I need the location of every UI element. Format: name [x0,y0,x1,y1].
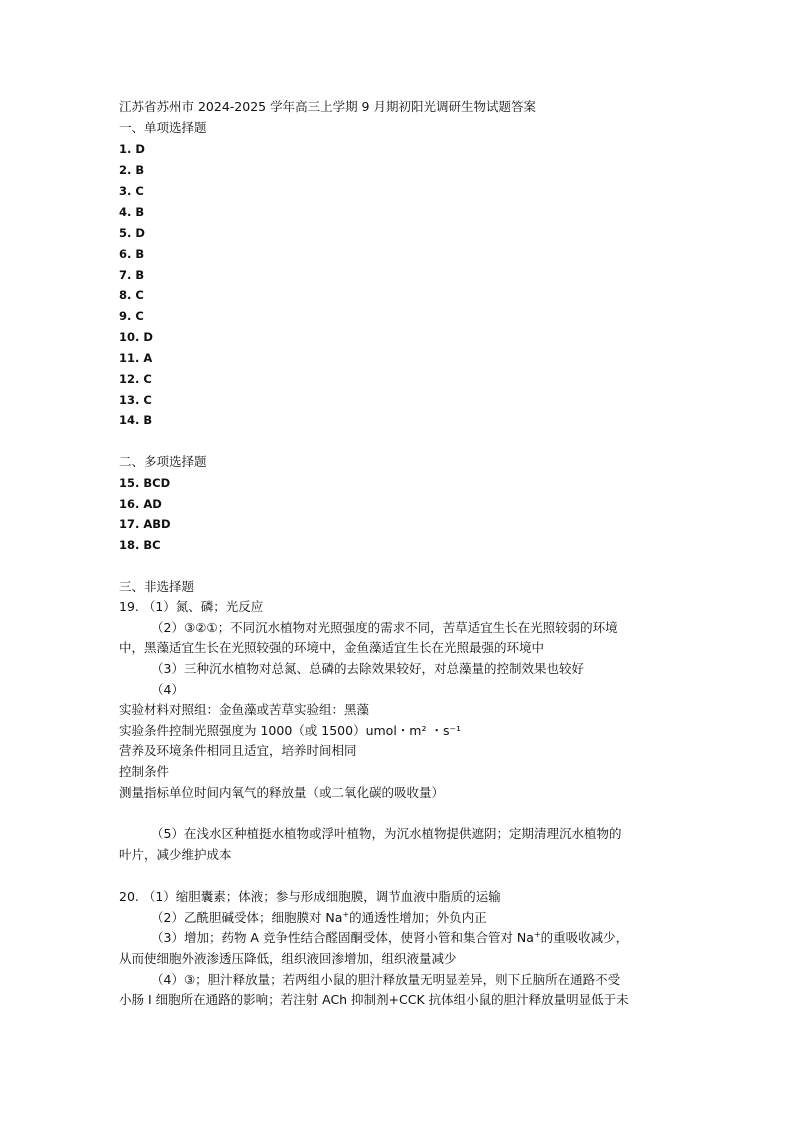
q19-line: （4） [151,682,184,697]
answer-item: 3. C [119,184,144,198]
answer-item: 13. C [119,393,152,407]
q19-line: 控制条件 [119,764,170,779]
superscript-plus: + [342,909,350,919]
answer-item: 16. AD [119,497,162,511]
q20-line: 从而使细胞外液渗透压降低，组织液回渗增加，组织液量减少 [119,951,457,966]
section-heading-single-choice: 一、单项选择题 [119,120,207,135]
q19-line: 叶片，减少维护成本 [119,847,232,862]
q20-line [151,910,487,926]
q20-line: （4）③；胆汁释放量；若两组小鼠的胆汁释放量无明显差异，则下丘脑所在通路不受 [151,972,621,987]
q20-text: （2）乙酰胆碱受体；细胞膜对 Na [151,910,343,925]
answer-item: 17. ABD [119,517,171,531]
q20-line: 小肠 I 细胞所在通路的影响；若注射 ACh 抑制剂+CCK 抗体组小鼠的胆汁释放量明显低于未 [119,992,629,1007]
answer-item: 14. B [119,413,153,427]
q19-line: （5）在浅水区种植挺水植物或浮叶植物，为沉水植物提供遮阴；定期清理沉水植物的 [151,826,622,841]
answer-item: 9. C [119,309,144,323]
q20-text: （3）增加；药物 A 竞争性结合醛固酮受体，使肾小管和集合管对 Na [151,930,534,945]
answer-item: 15. BCD [119,476,171,490]
q19-line: 19. （1）氮、磷；光反应 [119,599,264,614]
q19-line: 实验条件控制光照强度为 1000（或 1500）umol・m² ・s⁻¹ [119,723,462,738]
q20-text: 的重吸收减少， [540,930,629,945]
answer-item: 12. C [119,372,152,386]
q19-line: 中，黑藻适宜生长在光照较强的环境中，金鱼藻适宜生长在光照最强的环境中 [119,640,545,655]
section-heading-multiple-choice: 二、多项选择题 [119,454,207,469]
q19-line: （2）③②①；不同沉水植物对光照强度的需求不同，苦草适宜生长在光照较弱的环境 [151,620,618,635]
answer-item: 7. B [119,268,145,282]
answer-item: 8. C [119,288,144,302]
q20-line: 20. （1）缩胆囊素；体液；参与形成细胞膜，调节血液中脂质的运输 [119,889,501,904]
answer-item: 5. D [119,226,145,240]
answer-item: 18. BC [119,538,161,552]
q19-line: （3）三种沉水植物对总氮、总磷的去除效果较好，对总藻量的控制效果也较好 [151,661,584,676]
q20-line [151,930,628,946]
q19-line: 实验材料对照组：金鱼藻或苦草实验组：黑藻 [119,702,370,717]
answer-item: 1. D [119,142,145,156]
superscript-plus: + [533,929,541,939]
answer-item: 11. A [119,351,153,365]
q20-text: 的通透性增加；外负内正 [349,910,487,925]
answer-item: 2. B [119,163,145,177]
section-heading-non-choice: 三、非选择题 [119,579,195,594]
answer-item: 4. B [119,205,145,219]
q19-line: 营养及环境条件相同且适宜，培养时间相同 [119,743,357,758]
answer-item: 10. D [119,330,153,344]
q19-line: 测量指标单位时间内氧气的释放量（或二氧化碳的吸收量） [119,785,445,800]
document-title: 江苏省苏州市 2024-2025 学年高三上学期 9 月期初阳光调研生物试题答案 [119,99,536,114]
answer-item: 6. B [119,247,145,261]
